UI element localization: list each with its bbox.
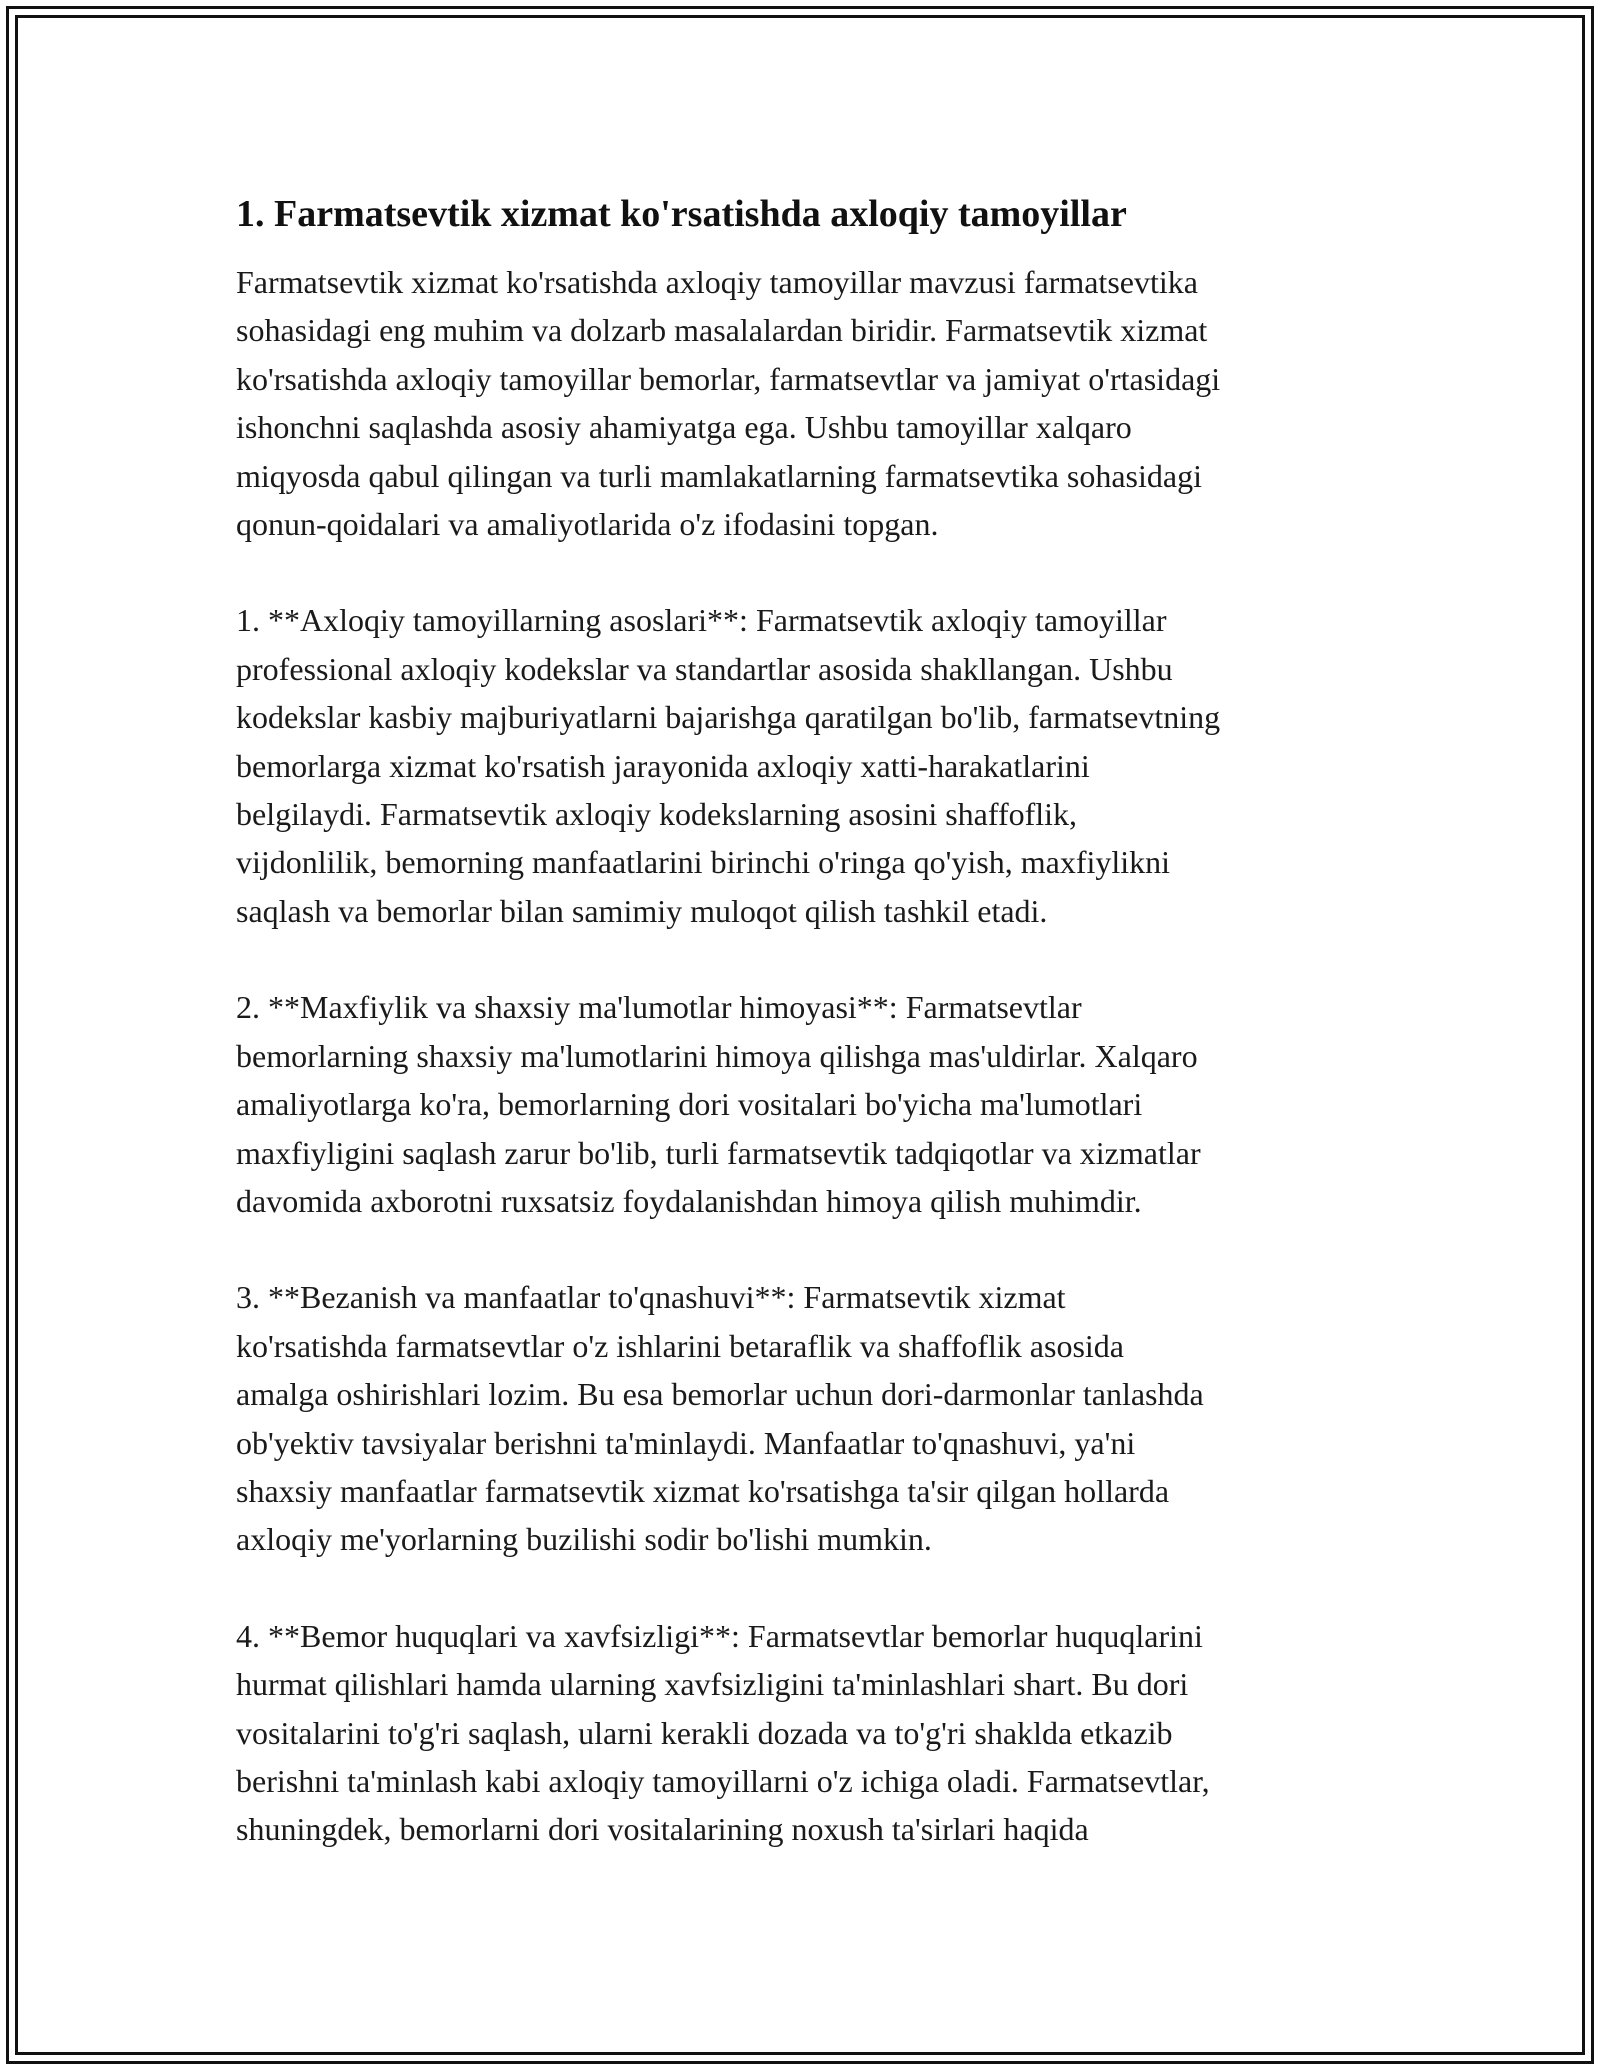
paragraph-line: maxfiyligini saqlash zarur bo'lib, turli farmatsevtik tadqiqotlar va xizmatlar [236, 1134, 1201, 1171]
section-1-paragraph [236, 596, 1376, 935]
paragraph-line: berishni ta'minlash kabi axloqiy tamoyillarni o'z ichiga oladi. Farmatsevtlar, [236, 1762, 1210, 1799]
document-body [236, 188, 1376, 1902]
paragraph-line: Farmatsevtik xizmat ko'rsatishda axloqiy tamoyillar mavzusi farmatsevtika [236, 264, 1198, 300]
paragraph-line: amaliyotlarga ko'ra, bemorlarning dori vositalari bo'yicha ma'lumotlari [236, 1086, 1143, 1123]
paragraph-line: sohasidagi eng muhim va dolzarb masalalardan biridir. Farmatsevtik xizmat [236, 312, 1208, 349]
paragraph-line: miqyosda qabul qilingan va turli mamlakatlarning farmatsevtika sohasidagi [236, 457, 1202, 494]
document-title: 1. Farmatsevtik xizmat ko'rsatishda axloqiy tamoyillar [236, 193, 1127, 235]
paragraph-line: shaxsiy manfaatlar farmatsevtik xizmat ko'rsatishga ta'sir qilgan hollarda [236, 1472, 1170, 1509]
paragraph-line: professional axloqiy kodekslar va standartlar asosida shakllangan. Ushbu [236, 650, 1173, 687]
paragraph-line: ko'rsatishda farmatsevtlar o'z ishlarini betaraflik va shaffoflik asosida [236, 1327, 1124, 1364]
paragraph-line: davomida axborotni ruxsatsiz foydalanishdan himoya qilish muhimdir. [236, 1182, 1142, 1219]
section-3-paragraph [236, 1273, 1376, 1563]
paragraph-line: shuningdek, bemorlarni dori vositalarining noxush ta'sirlari haqida [236, 1811, 1089, 1848]
paragraph-line: hurmat qilishlari hamda ularning xavfsizligini ta'minlashlari shart. Bu dori [236, 1666, 1189, 1703]
paragraph-line: amalga oshirishlari lozim. Bu esa bemorlar uchun dori-darmonlar tanlashda [236, 1376, 1204, 1413]
paragraph-line: belgilaydi. Farmatsevtik axloqiy kodekslarning asosini shaffoflik, [236, 796, 1078, 833]
paragraph-line: 1. **Axloqiy tamoyillarning asoslari**: Farmatsevtik axloqiy tamoyillar [236, 602, 1167, 639]
paragraph-line: vositalarini to'g'ri saqlash, ularni kerakli dozada va to'g'ri shaklda etkazib [236, 1714, 1173, 1751]
paragraph-line: saqlash va bemorlar bilan samimiy muloqot qilish tashkil etadi. [236, 892, 1048, 929]
paragraph-line: ko'rsatishda axloqiy tamoyillar bemorlar, farmatsevtlar va jamiyat o'rtasidagi [236, 360, 1221, 397]
paragraph-line: kodekslar kasbiy majburiyatlarni bajarishga qaratilgan bo'lib, farmatsevtning [236, 699, 1221, 736]
section-4-paragraph [236, 1612, 1376, 1854]
paragraph-line: axloqiy me'yorlarning buzilishi sodir bo'lishi mumkin. [236, 1521, 932, 1558]
paragraph-line: 3. **Bezanish va manfaatlar to'qnashuvi**: Farmatsevtik xizmat [236, 1279, 1066, 1316]
paragraph-line: 2. **Maxfiylik va shaxsiy ma'lumotlar himoyasi**: Farmatsevtlar [236, 989, 1082, 1026]
paragraph-line: ishonchni saqlashda asosiy ahamiyatga ega. Ushbu tamoyillar xalqaro [236, 409, 1132, 446]
paragraph-line: bemorlarning shaxsiy ma'lumotlarini himoya qilishga mas'uldirlar. Xalqaro [236, 1037, 1198, 1074]
paragraph-line: vijdonlilik, bemorning manfaatlarini birinchi o'ringa qo'yish, maxfiylikni [236, 844, 1171, 881]
intro-paragraph [236, 258, 1376, 548]
paragraph-line: 4. **Bemor huquqlari va xavfsizligi**: Farmatsevtlar bemorlar huquqlarini [236, 1617, 1203, 1654]
paragraph-line: qonun-qoidalari va amaliyotlarida o'z ifodasini topgan. [236, 506, 939, 543]
section-2-paragraph [236, 983, 1376, 1225]
paragraph-line: bemorlarga xizmat ko'rsatish jarayonida axloqiy xatti-harakatlarini [236, 747, 1090, 784]
paragraph-line: ob'yektiv tavsiyalar berishni ta'minlaydi. Manfaatlar to'qnashuvi, ya'ni [236, 1424, 1136, 1461]
